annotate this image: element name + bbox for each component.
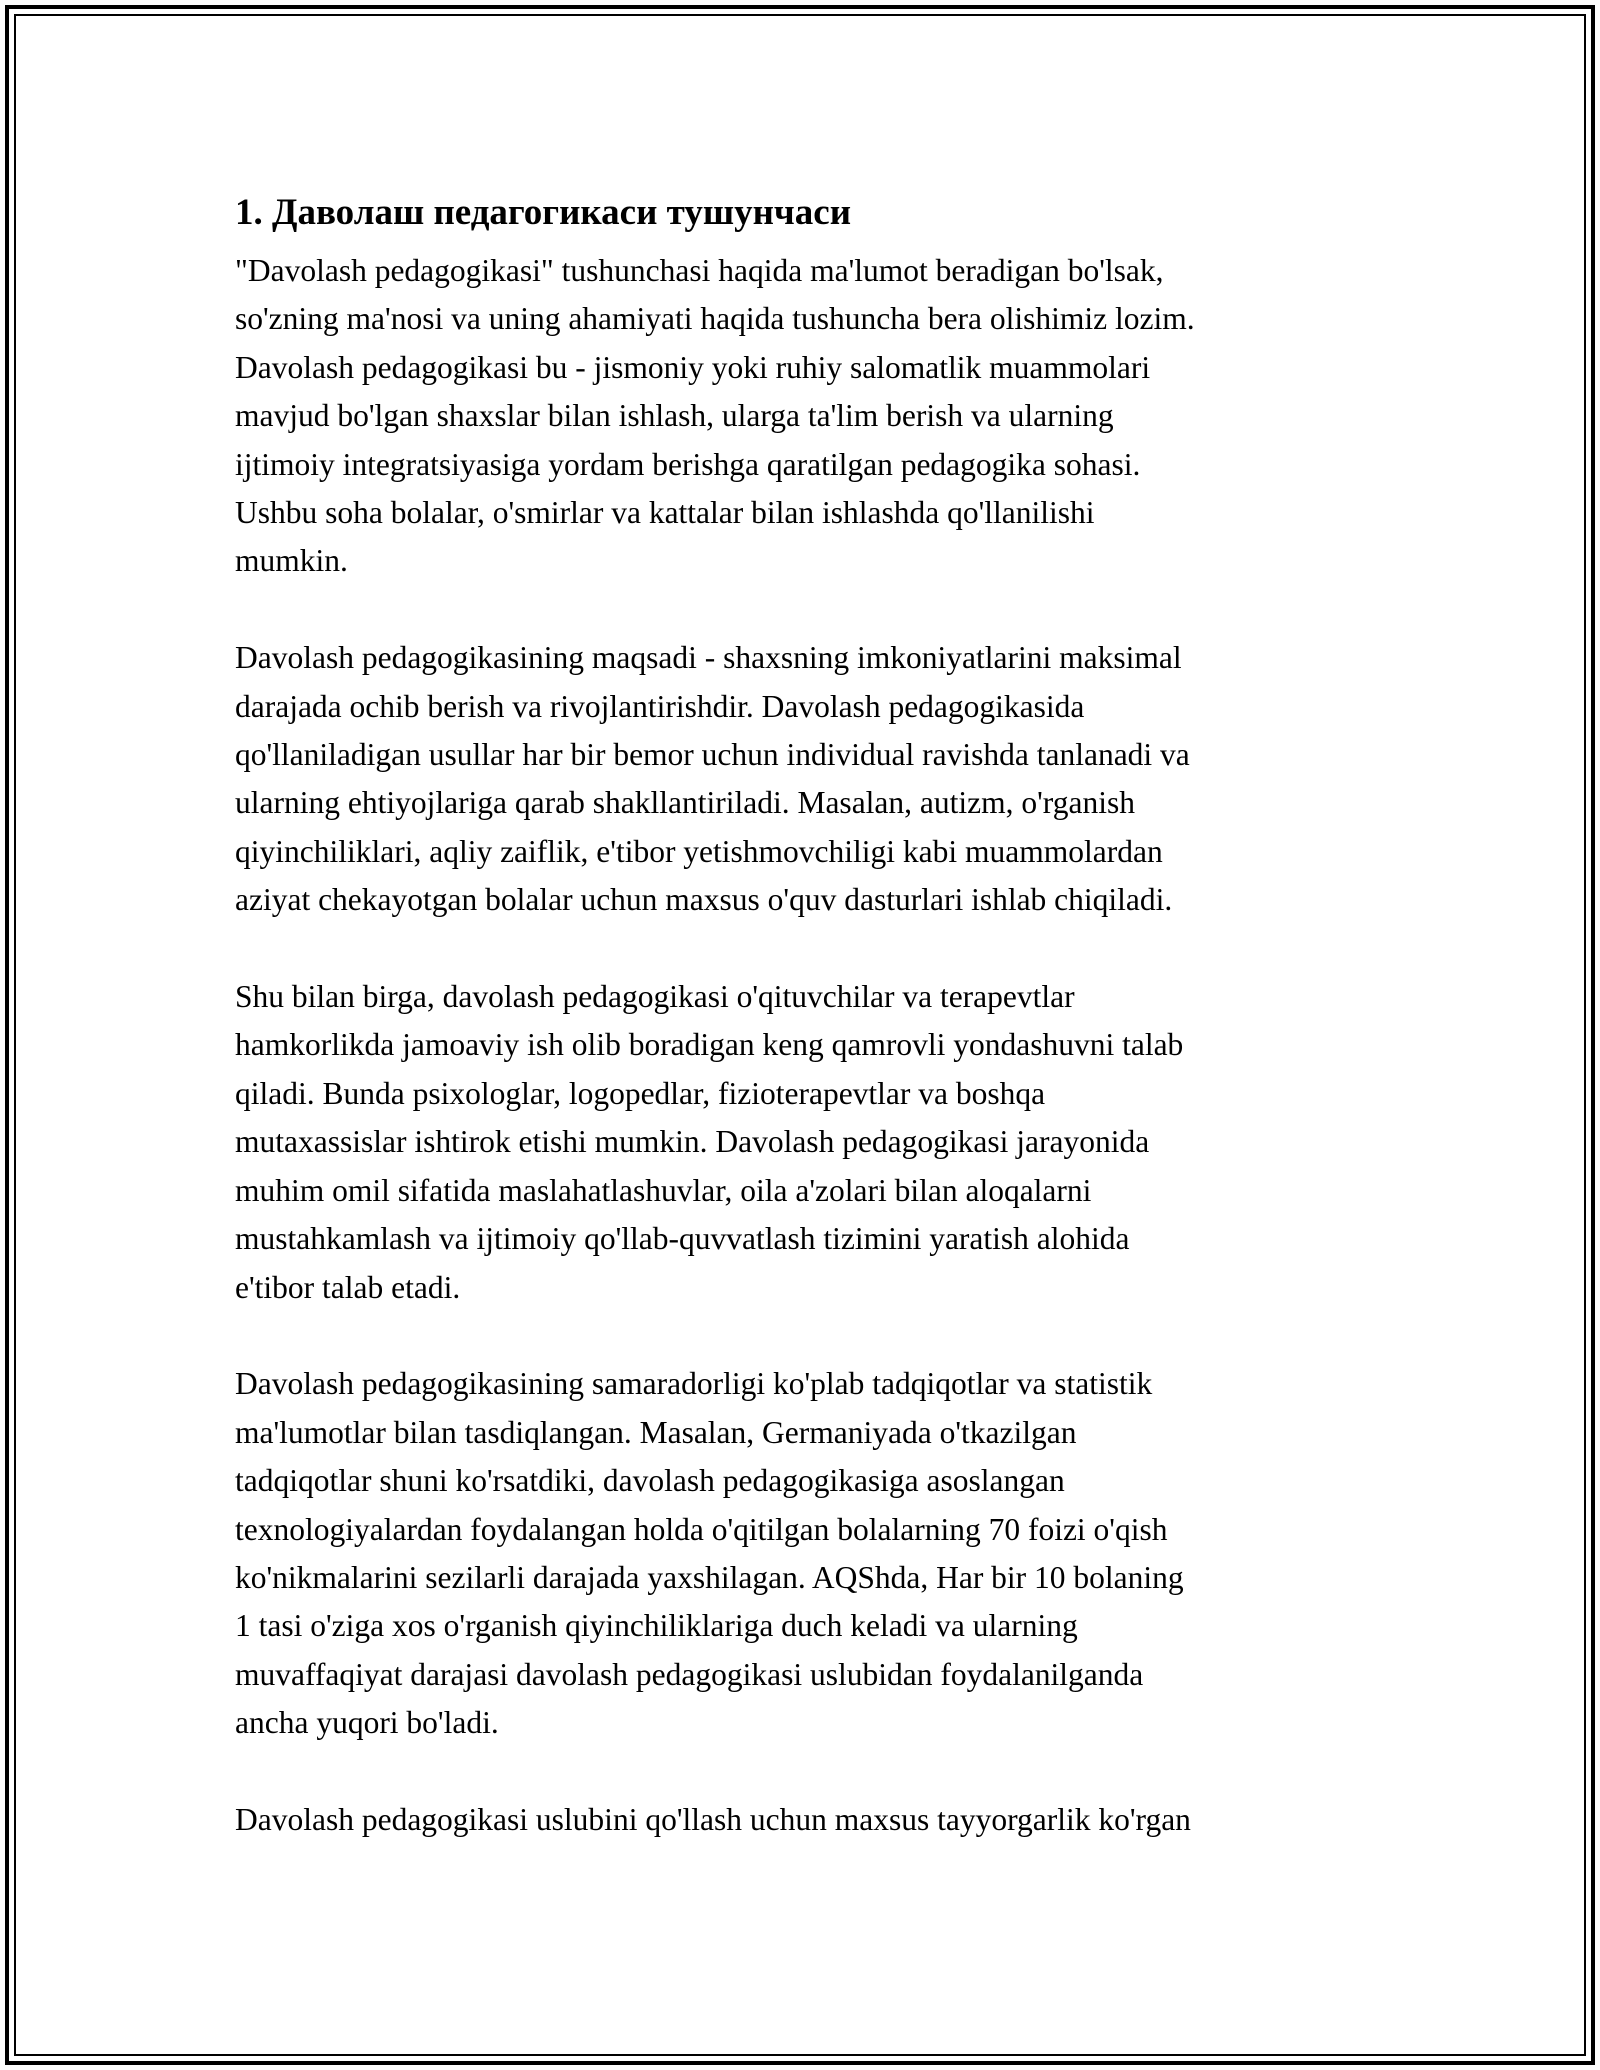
text-line: mustahkamlash va ijtimoiy qo'llab-quvvatlash tizimini yaratish alohida [235, 1221, 1130, 1257]
text-line: muvaffaqiyat darajasi davolash pedagogikasi uslubidan foydalanilganda [235, 1656, 1144, 1692]
text-line: hamkorlikda jamoaviy ish olib boradigan keng qamrovli yondashuvni talab [235, 1027, 1184, 1063]
text-line: e'tibor talab etadi. [235, 1269, 461, 1305]
text-line: Davolash pedagogikasi uslubini qo'llash uchun maxsus tayyorgarlik ko'rgan [235, 1801, 1191, 1837]
text-line: mumkin. [235, 543, 348, 579]
text-line: so'zning ma'nosi va uning ahamiyati haqida tushuncha bera olishimiz lozim. [235, 301, 1195, 337]
section-heading: 1. Даволаш педагогикаси тушунчаси [235, 192, 852, 233]
text-line: Davolash pedagogikasi bu - jismoniy yoki ruhiy salomatlik muammolari [235, 349, 1151, 385]
text-line: ijtimoiy integratsiyasiga yordam berishga qaratilgan pedagogika sohasi. [235, 446, 1141, 482]
text-line: qo'llaniladigan usullar har bir bemor uchun individual ravishda tanlanadi va [235, 737, 1190, 773]
paragraphs-container [235, 247, 1385, 1844]
text-line: Shu bilan birga, davolash pedagogikasi o'qituvchilar va terapevtlar [235, 979, 1075, 1015]
paragraph-4 [235, 1360, 1385, 1747]
text-line: aziyat chekayotgan bolalar uchun maxsus o'quv dasturlari ishlab chiqiladi. [235, 882, 1173, 918]
text-line: ko'nikmalarini sezilarli darajada yaxshilagan. AQShda, Har bir 10 bolaning [235, 1559, 1184, 1595]
text-line: darajada ochib berish va rivojlantirishdir. Davolash pedagogikasida [235, 688, 1085, 724]
paragraph-3 [235, 973, 1385, 1312]
paragraph-2 [235, 634, 1385, 924]
text-line: muhim omil sifatida maslahatlashuvlar, oila a'zolari bilan aloqalarni [235, 1172, 1092, 1208]
text-line: Davolash pedagogikasining samaradorligi ko'plab tadqiqotlar va statistik [235, 1366, 1153, 1402]
text-line: 1 tasi o'ziga xos o'rganish qiyinchiliklariga duch keladi va ularning [235, 1608, 1078, 1644]
text-line: ancha yuqori bo'ladi. [235, 1705, 499, 1741]
text-line: qiyinchiliklari, aqliy zaiflik, e'tibor yetishmovchiligi kabi muammolardan [235, 833, 1163, 869]
paragraph-1 [235, 247, 1385, 586]
text-line: mavjud bo'lgan shaxslar bilan ishlash, ularga ta'lim berish va ularning [235, 398, 1114, 434]
paragraph-5 [235, 1796, 1385, 1844]
text-line: Davolash pedagogikasining maqsadi - shaxsning imkoniyatlarini maksimal [235, 640, 1182, 676]
text-line: mutaxassislar ishtirok etishi mumkin. Davolash pedagogikasi jarayonida [235, 1124, 1150, 1160]
document-body [235, 185, 1385, 1893]
text-line: ma'lumotlar bilan tasdiqlangan. Masalan, Germaniyada o'tkazilgan [235, 1414, 1077, 1450]
text-line: Ushbu soha bolalar, o'smirlar va kattalar bilan ishlashda qo'llanilishi [235, 495, 1095, 531]
text-line: "Davolash pedagogikasi" tushunchasi haqida ma'lumot beradigan bo'lsak, [235, 253, 1164, 288]
text-line: texnologiyalardan foydalangan holda o'qitilgan bolalarning 70 foizi o'qish [235, 1511, 1168, 1547]
text-line: qiladi. Bunda psixologlar, logopedlar, fizioterapevtlar va boshqa [235, 1075, 1046, 1111]
text-line: ularning ehtiyojlariga qarab shakllantiriladi. Masalan, autizm, o'rganish [235, 785, 1135, 821]
text-line: tadqiqotlar shuni ko'rsatdiki, davolash pedagogikasiga asoslangan [235, 1463, 1065, 1499]
